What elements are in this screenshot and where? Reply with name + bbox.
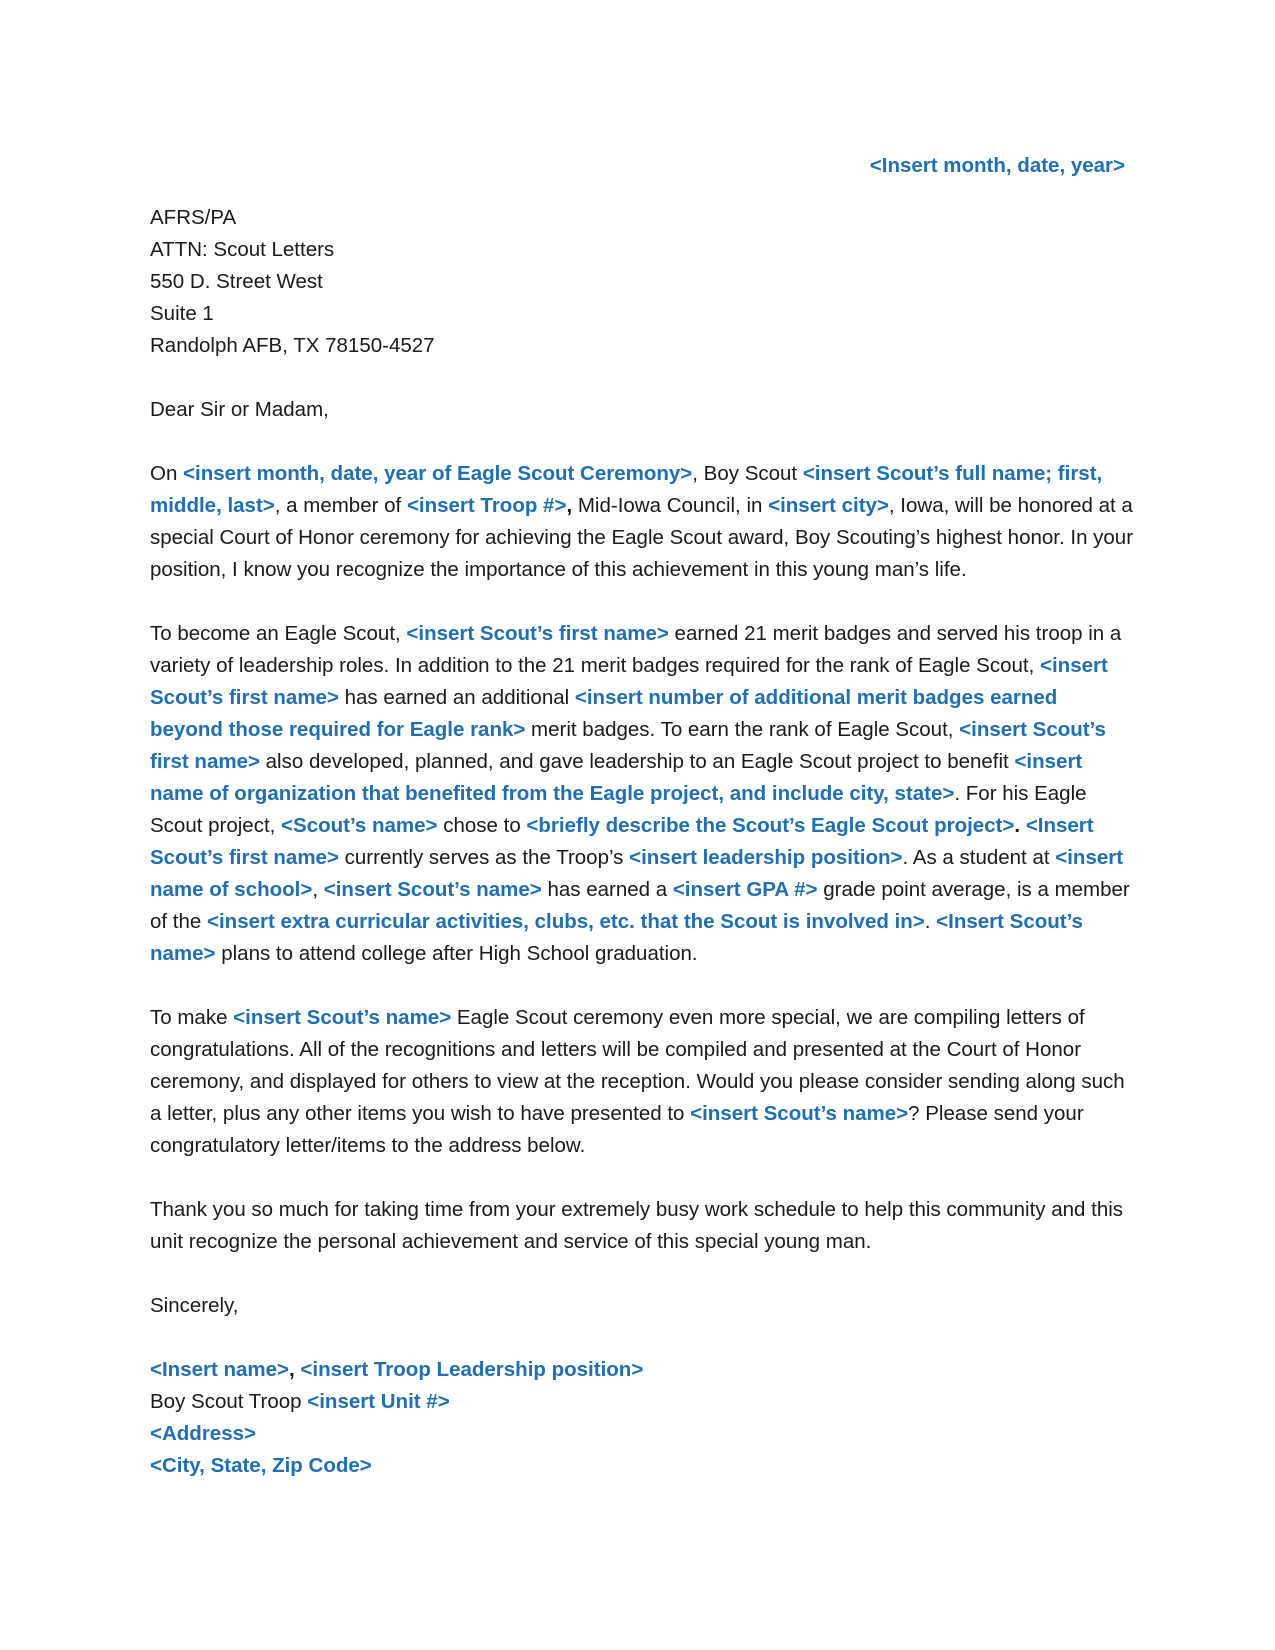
p2-text: earned 21 merit badges and served his troop in a variety of leadership roles. In addition to the 21 merit badges required for the rank of Eagle Scout, [150,622,1122,677]
sender-comma: , [289,1358,295,1381]
activities-placeholder: <insert extra curricular activities, clubs, etc. that the Scout is involved in> [207,910,925,933]
scout-first-name-placeholder: <insert Scout’s first name> [150,718,1106,773]
organization-placeholder: <insert name of organization that benefited from the Eagle project, and include city, state> [150,750,1083,805]
p2-text: plans to attend college after High School graduation. [215,942,698,965]
paragraph-3 [150,1002,1135,1162]
p1-text: , Boy Scout [692,462,803,485]
p2-text: has earned an additional [338,686,575,709]
p1-text: , a member of [274,494,407,517]
scout-full-name-placeholder: <insert Scout’s full name; first, middle, last> [150,462,1103,517]
p2-text: also developed, planned, and gave leadership to an Eagle Scout project to benefit [259,750,1015,773]
recipient-line-5: Randolph AFB, TX 78150-4527 [150,334,435,357]
p2-period: . [1014,814,1021,837]
p2-text: . [924,910,937,933]
sender-name-line [150,1354,1135,1386]
troop-label: Boy Scout Troop [150,1390,308,1413]
p3-text: Eagle Scout ceremony even more special, we are compiling letters of congratulations. All of the recognitions and letters will be compiled and presented at the Court of Honor ceremony, and displayed for others to view at the reception. Would you please consider sending along such a letter, plus any other items you wish to have presented to [150,1006,1125,1125]
leadership-position-placeholder: <insert leadership position> [629,846,903,869]
closing: Sincerely, [150,1294,239,1317]
sender-signature-block [150,1354,1135,1482]
scout-first-name-placeholder: <Insert Scout’s first name> [150,814,1094,869]
p3-text: ? Please send your congratulatory letter/items to the address below. [150,1102,1084,1157]
ceremony-date-placeholder: <insert month, date, year of Eagle Scout Ceremony> [183,462,693,485]
city-placeholder: <insert city> [768,494,889,517]
salutation: Dear Sir or Madam, [150,398,329,421]
scout-first-name-placeholder: <insert Scout’s first name> [150,654,1108,709]
scout-name-placeholder: <Insert Scout’s name> [150,910,1083,965]
p2-text: , [312,878,324,901]
sender-address-placeholder: <Address> [150,1422,256,1445]
troop-leadership-position-placeholder: <insert Troop Leadership position> [300,1358,644,1381]
p1-text: On [150,462,184,485]
p2-text: currently serves as the Troop’s [338,846,630,869]
p1-comma: , [566,494,573,517]
scout-name-placeholder: <insert Scout’s name> [233,1006,452,1029]
scout-name-placeholder: <insert Scout’s name> [323,878,542,901]
unit-number-placeholder: <insert Unit #> [307,1390,450,1413]
sender-name-placeholder: <Insert name> [150,1358,290,1381]
paragraph-2 [150,618,1135,970]
p2-text: grade point average, is a member of the [150,878,1130,933]
recipient-line-3: 550 D. Street West [150,270,323,293]
p2-text: . For his Eagle Scout project, [150,782,1087,837]
scout-name-placeholder: <insert Scout’s name> [690,1102,909,1125]
date-placeholder: <Insert month, date, year> [869,154,1125,177]
p1-text: Mid-Iowa Council, in [572,494,769,517]
recipient-line-4: Suite 1 [150,302,214,325]
additional-badges-placeholder: <insert number of additional merit badges earned beyond those required for Eagle rank> [150,686,1058,741]
p3-text: To make [150,1006,234,1029]
recipient-line-1: AFRS/PA [150,206,237,229]
recipient-address [150,202,1135,362]
p2-text: merit badges. To earn the rank of Eagle Scout, [525,718,960,741]
scout-first-name-placeholder: <insert Scout’s first name> [406,622,669,645]
paragraph-4: Thank you so much for taking time from your extremely busy work schedule to help this community and this unit recognize the personal achievement and service of this special young man. [150,1198,1124,1253]
letter-body [150,202,1135,1482]
paragraph-1 [150,458,1135,586]
sender-city-placeholder: <City, State, Zip Code> [150,1454,372,1477]
recipient-line-2: ATTN: Scout Letters [150,238,335,261]
gpa-placeholder: <insert GPA #> [672,878,818,901]
project-description-placeholder: <briefly describe the Scout’s Eagle Scout project> [526,814,1015,837]
p2-text: . As a student at [902,846,1056,869]
school-name-placeholder: <insert name of school> [150,846,1124,901]
scout-name-placeholder: <Scout’s name> [281,814,438,837]
p2-text: To become an Eagle Scout, [150,622,407,645]
p1-text: , Iowa, will be honored at a special Court of Honor ceremony for achieving the Eagle Scout award, Boy Scouting’s highest honor. In your position, I know you recognize the importance of this achievement in this young man’s life. [150,494,1134,581]
p2-text: has earned a [541,878,673,901]
troop-number-placeholder: <insert Troop #> [406,494,567,517]
p2-text: chose to [437,814,527,837]
sender-troop-line [150,1386,1135,1418]
